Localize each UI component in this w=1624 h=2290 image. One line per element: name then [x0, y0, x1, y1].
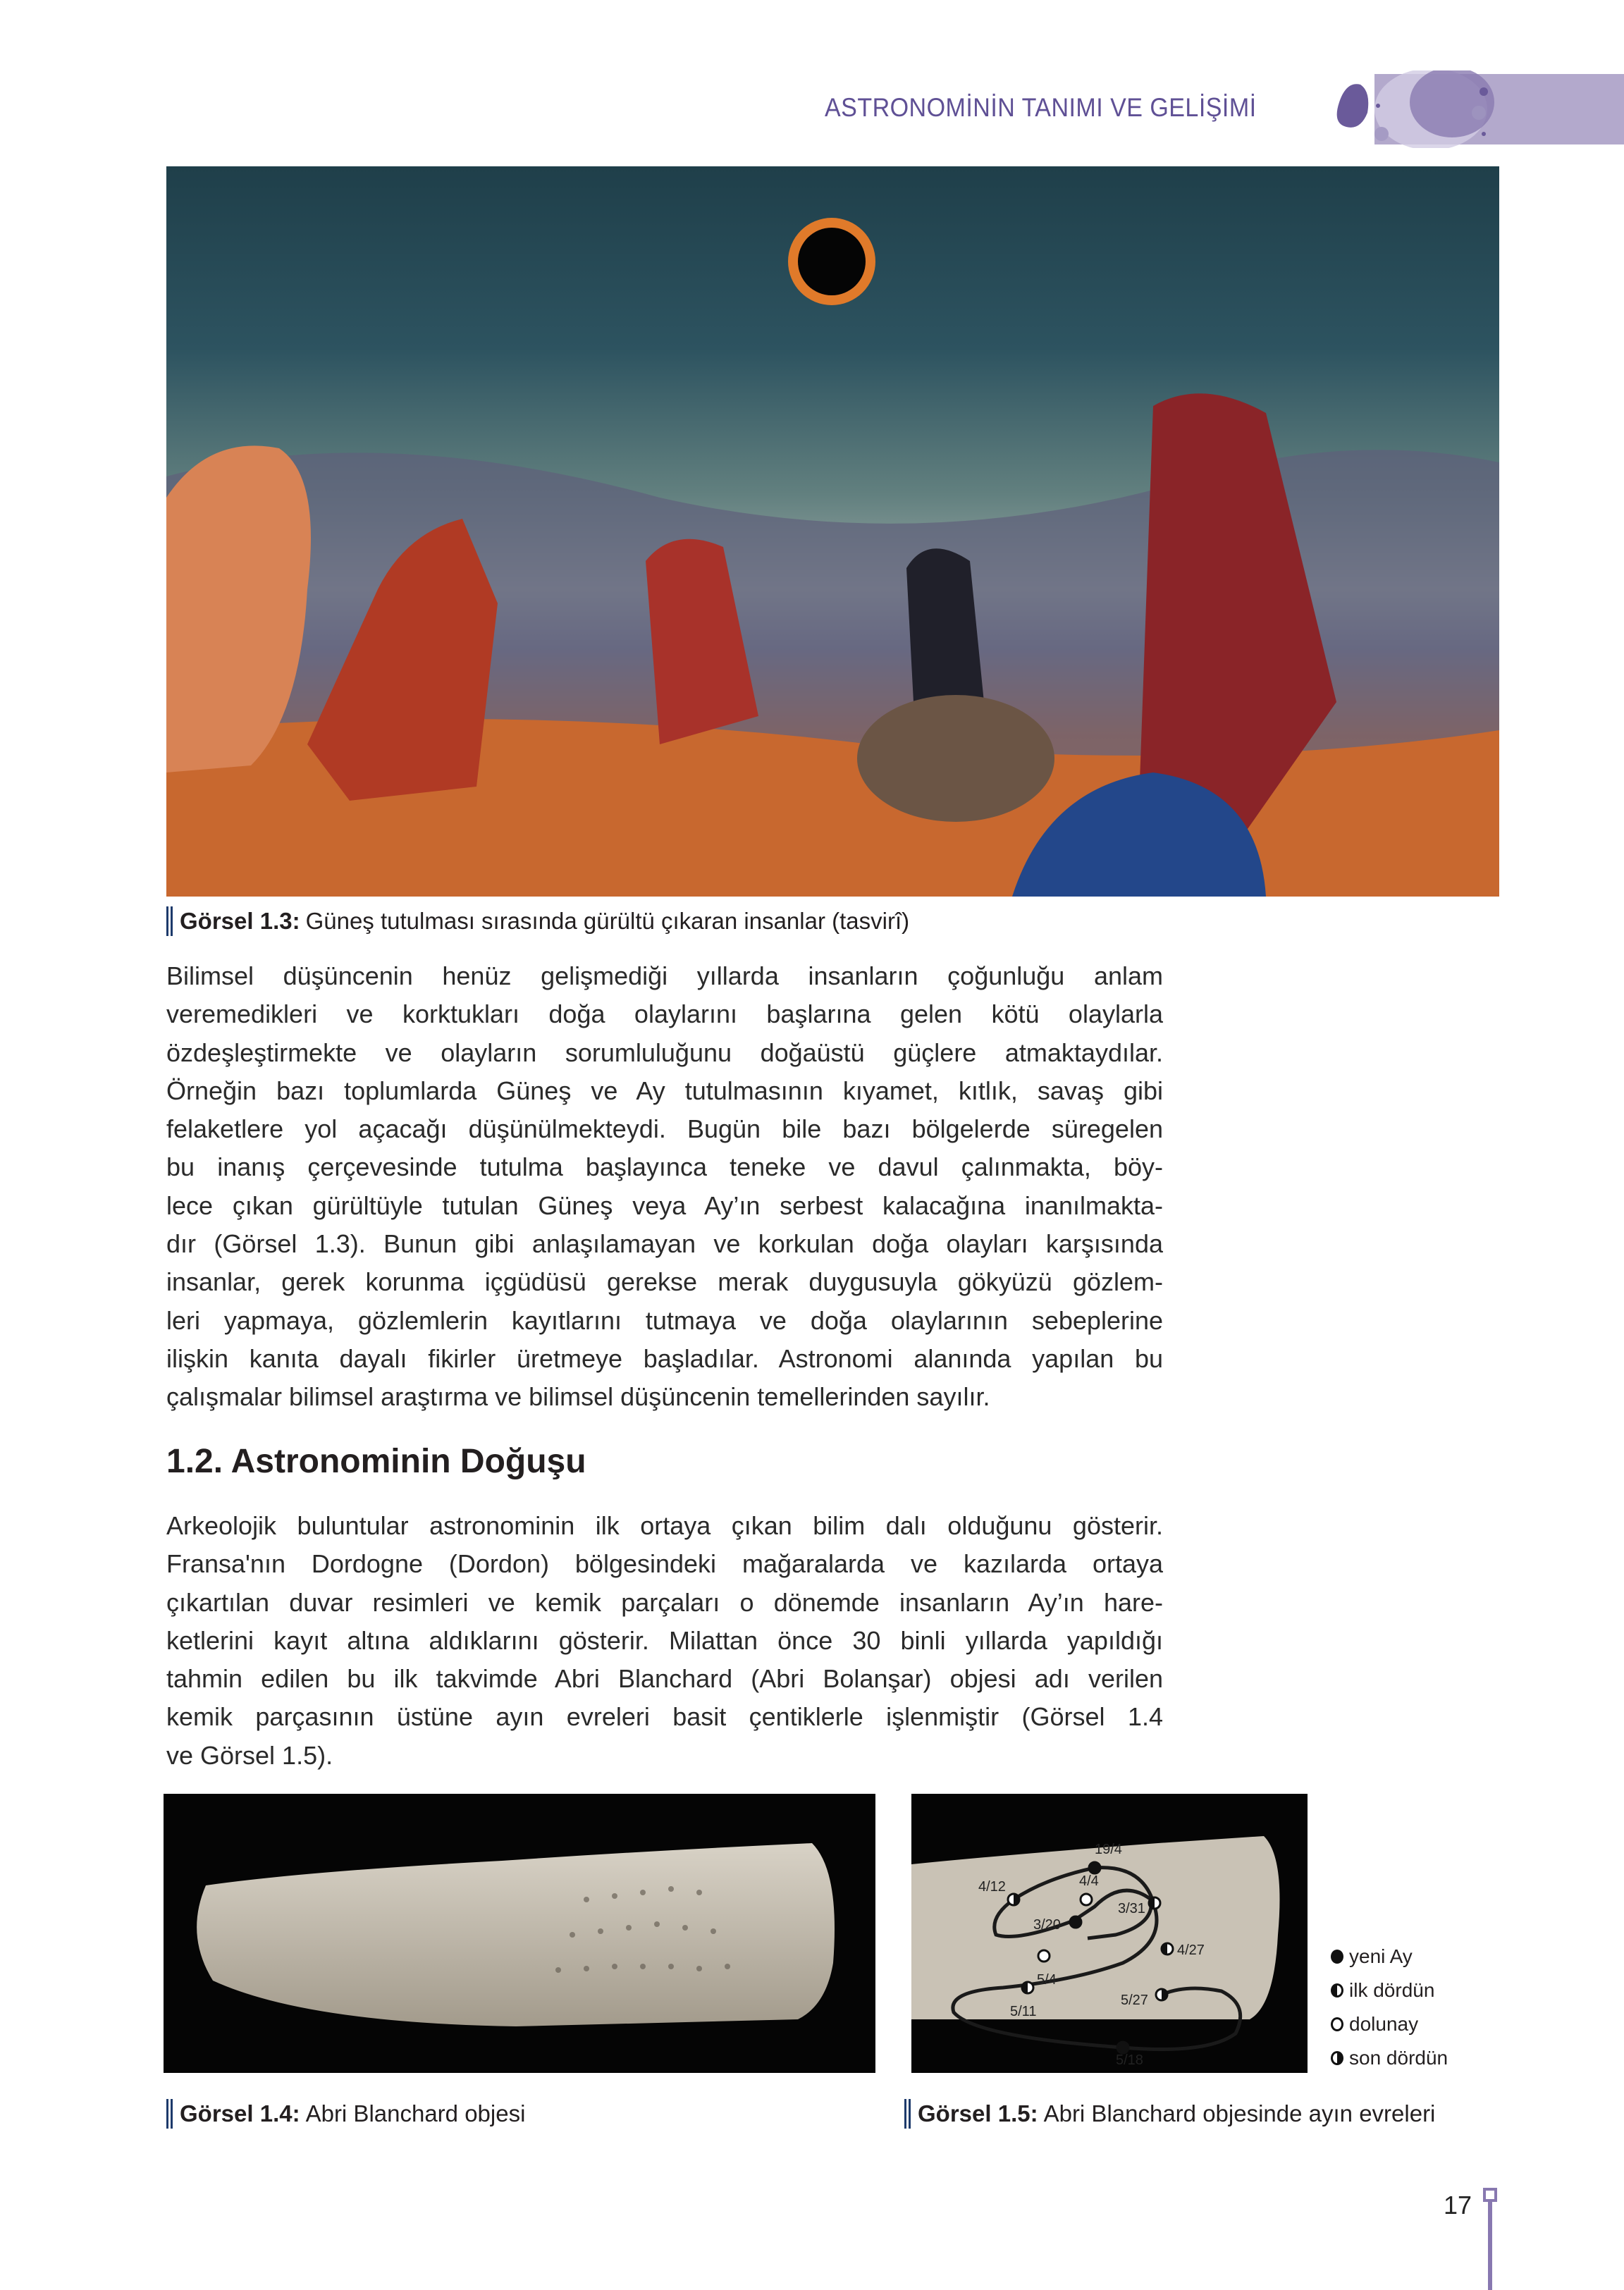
figure-1-4-caption — [166, 2099, 525, 2129]
caption-label: Görsel 1.5: — [918, 2100, 1038, 2126]
phase-date-label: 4/12 — [978, 1879, 1006, 1895]
text-line: ve Görsel 1.5). — [166, 1740, 333, 1770]
caption-text: Abri Blanchard objesinde ayın evreleri — [1043, 2100, 1436, 2126]
caption-text: Güneş tutulması sırasında gürültü çıkaran insanlar (tasvirî) — [305, 908, 910, 934]
new-moon-icon — [1331, 1950, 1343, 1964]
text-line: insanlar, gerek korunma içgüdüsü gerekse merak duygusuyla gökyüzü gözlem- — [166, 1267, 1163, 1297]
text-line: Örneğin bazı toplumlarda Güneş ve Ay tutulmasının kıyamet, kıtlık, savaş gibi — [166, 1076, 1163, 1105]
text-line: tahmin edilen bu ilk takvimde Abri Blanchard (Abri Bolanşar) objesi adı verilen — [166, 1664, 1163, 1694]
text-line: ilişkin kanıta dayalı fikirler üretmeye başladılar. Astronomi alanında yapılan bu — [166, 1343, 1163, 1373]
legend-item-last-quarter — [1331, 2047, 1448, 2069]
caption-label: Görsel 1.3: — [180, 908, 300, 934]
caption-bar — [904, 2099, 911, 2129]
solar-eclipse-illustration — [166, 166, 1499, 897]
legend-label: dolunay — [1349, 2013, 1419, 2035]
full-moon-icon — [1331, 2017, 1343, 2031]
text-line: leri yapmaya, gözlemlerin kayıtlarını tutmaya ve doğa olaylarının sebeplerine — [166, 1305, 1163, 1335]
abri-blanchard-bone-photo — [164, 1794, 875, 2073]
text-line: dır (Görsel 1.3). Bunun gibi anlaşılamayan ve korkulan doğa olayları karşısında — [166, 1229, 1163, 1259]
text-line: çalışmalar bilimsel araştırma ve bilimsel düşüncenin temellerinden sayılır. — [166, 1382, 990, 1412]
caption-bar — [166, 2099, 173, 2129]
legend-item-full-moon — [1331, 2013, 1418, 2036]
caption-label: Görsel 1.4: — [180, 2100, 300, 2126]
legend-label: ilk dördün — [1349, 1979, 1435, 2001]
legend-item-new-moon — [1331, 1945, 1413, 1968]
text-line: lece çıkan gürültüyle tutulan Güneş veya Ay’ın serbest kalacağına inanılmakta- — [166, 1190, 1163, 1220]
legend-label: son dördün — [1349, 2047, 1448, 2069]
phase-date-label: 3/31 — [1118, 1901, 1145, 1916]
phase-date-label: 5/4 — [1037, 1972, 1057, 1988]
phase-date-label: 19/4 — [1095, 1842, 1122, 1857]
legend-item-first-quarter — [1331, 1979, 1434, 2002]
text-line: Bilimsel düşüncenin henüz gelişmediği yıllarda insanların çoğunluğu anlam — [166, 961, 1163, 990]
last-quarter-icon — [1331, 2051, 1343, 2065]
phase-point-new — [1116, 2042, 1143, 2068]
text-line: bu inanış çerçevesinde tutulma başlayınca teneke ve davul çalınmakta, böy- — [166, 1152, 1163, 1182]
figure-1-3-caption — [166, 906, 909, 936]
caption-bar — [166, 906, 173, 936]
text-line: Fransa'nın Dordogne (Dordon) bölgesindeki mağaralarda ve kazılarda ortaya — [166, 1549, 1163, 1579]
phase-date-label: 4/27 — [1177, 1943, 1205, 1958]
first-quarter-icon — [1331, 1983, 1343, 1997]
text-line: veremedikleri ve korktukları doğa olaylarını başlarına gelen kötü olaylarla — [166, 999, 1163, 1029]
body-paragraph-2 — [166, 1507, 1163, 1775]
text-line: kemik parçasının üstüne ayın evreleri basit çentiklerle işlenmiştir (Görsel 1.4 — [166, 1702, 1163, 1732]
body-paragraph-1 — [166, 957, 1163, 1417]
chapter-header-title: ASTRONOMİNİN TANIMI VE GELİŞİMİ — [825, 93, 1257, 122]
text-line: felaketlere yol açacağı düşünülmekteydi. Bugün bile bazı bölgelerde süregelen — [166, 1114, 1163, 1144]
figure-1-5-caption — [904, 2099, 1435, 2129]
phase-date-label: 3/20 — [1033, 1917, 1061, 1933]
text-line: çıkartılan duvar resimleri ve kemik parçaları o dönemde insanların Ay’ın hare- — [166, 1587, 1163, 1617]
phase-date-label: 5/18 — [1116, 2052, 1143, 2068]
phase-date-label: 4/4 — [1079, 1873, 1099, 1889]
text-line: Arkeolojik buluntular astronominin ilk ortaya çıkan bilim dalı olduğunu gösterir. — [166, 1511, 1163, 1540]
header-decoration — [1304, 70, 1624, 148]
section-heading: 1.2. Astronominin Doğuşu — [166, 1443, 586, 1480]
page-number: 17 — [1444, 2191, 1472, 2220]
caption-text: Abri Blanchard objesi — [305, 2100, 526, 2126]
text-line: ketlerini kayıt altına aldıklarını gösterir. Milattan önce 30 binli yıllarda yapıldığı — [166, 1625, 1163, 1655]
phase-date-label: 5/11 — [1010, 2004, 1037, 2019]
legend-label: yeni Ay — [1349, 1945, 1413, 1967]
page-marker-decoration — [1483, 2188, 1497, 2290]
phase-date-label: 5/27 — [1121, 1993, 1148, 2008]
moon-phases-diagram — [911, 1794, 1308, 2073]
text-line: özdeşleştirmekte ve olayların sorumluluğunu doğaüstü güçlere atmaktaydılar. — [166, 1038, 1163, 1067]
